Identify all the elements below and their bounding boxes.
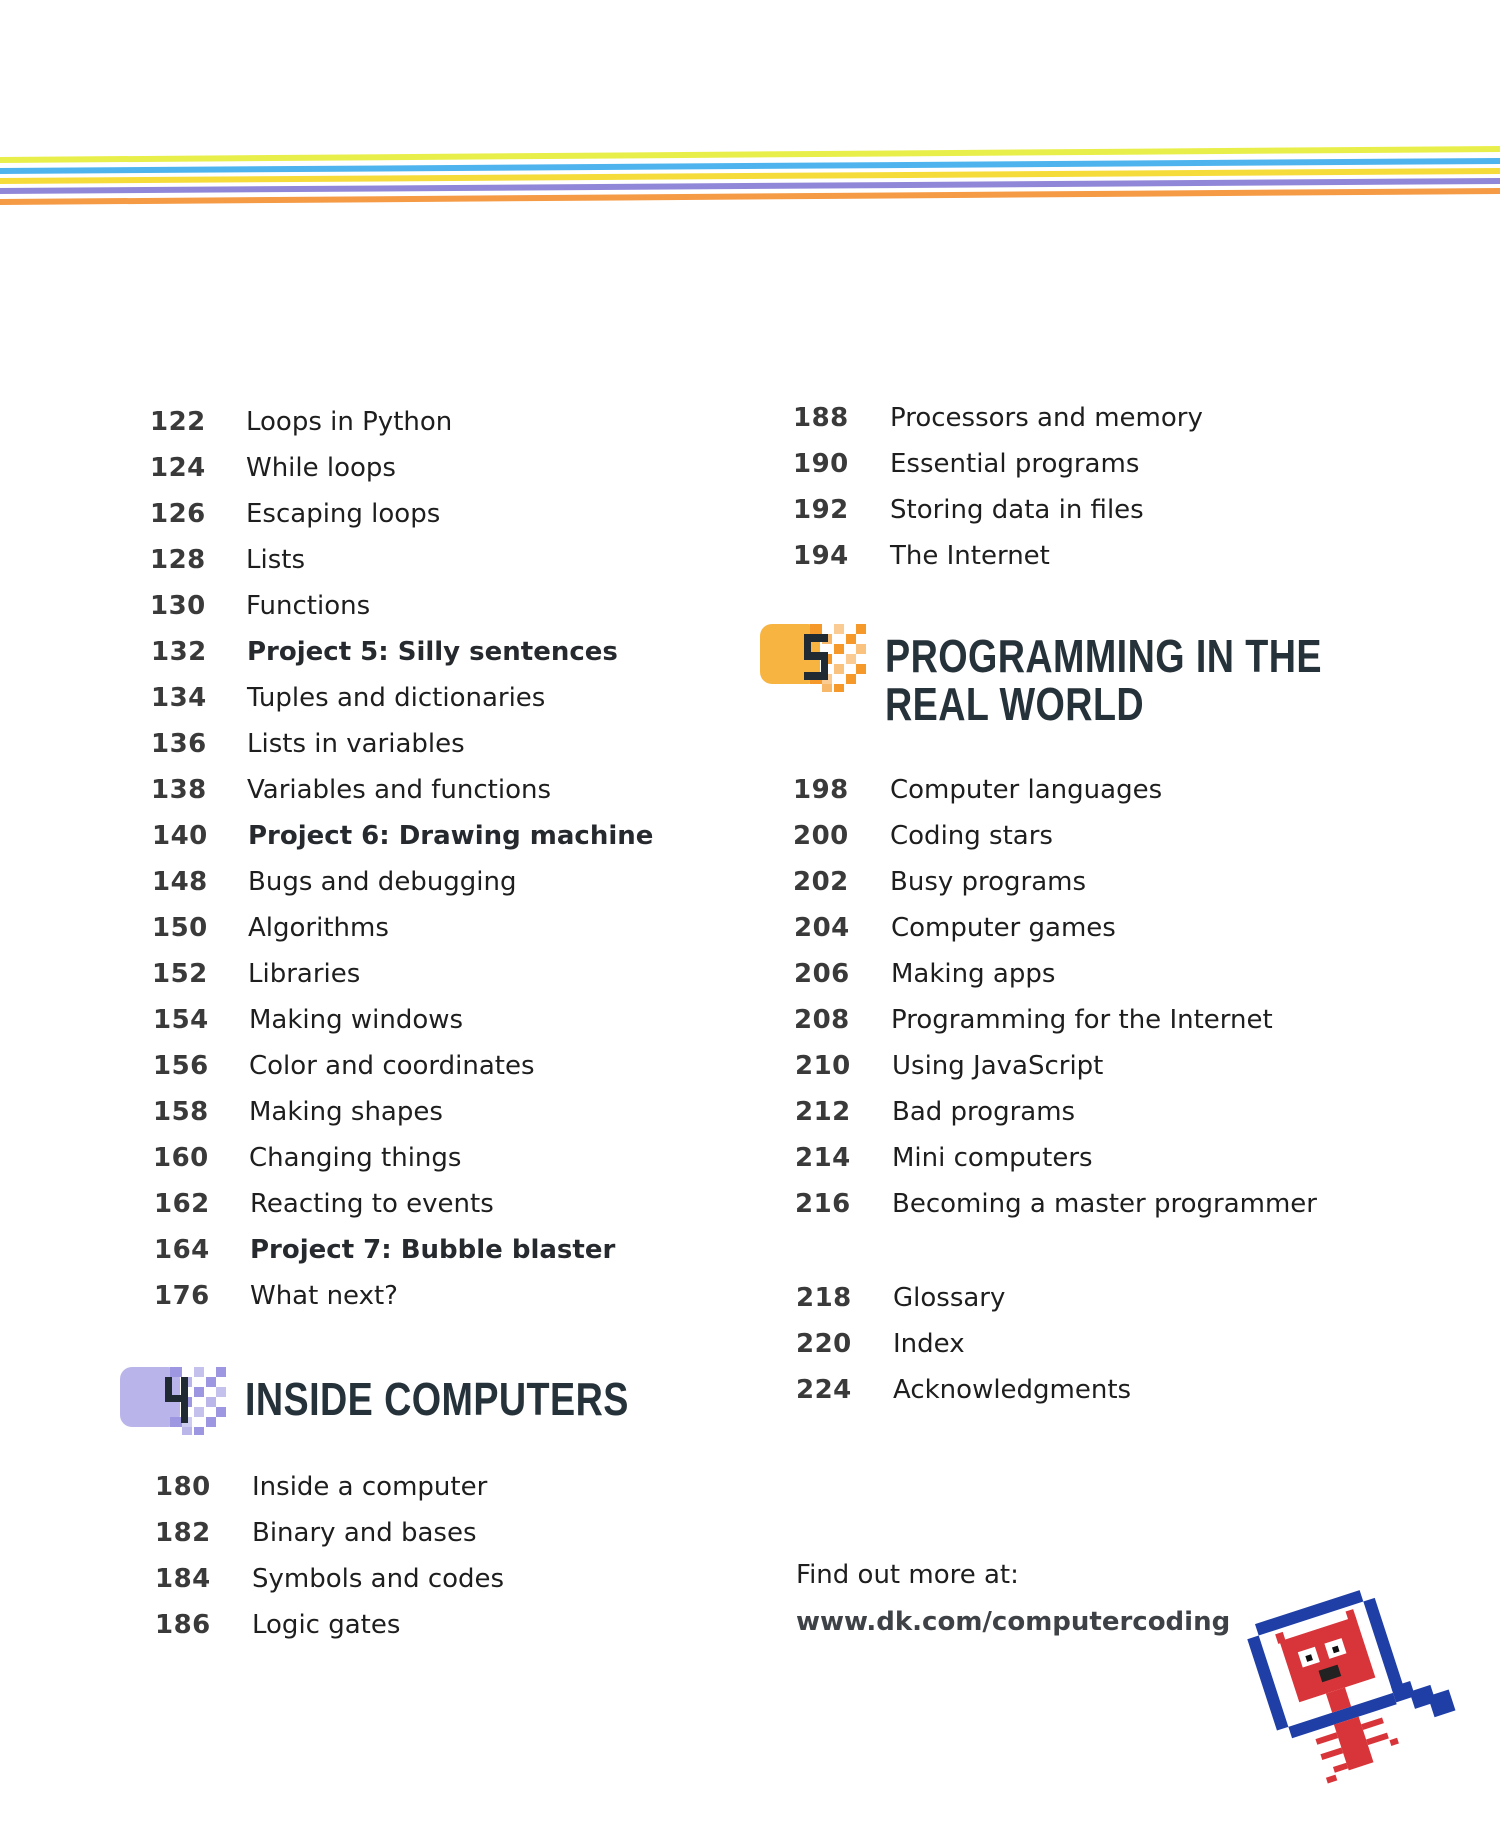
page-number: 136: [151, 729, 207, 759]
page-number: 218: [796, 1283, 852, 1313]
section-title-line-1: PROGRAMMING IN THE: [885, 630, 1322, 682]
page-number: 160: [153, 1143, 209, 1173]
entry-title: Escaping loops: [246, 499, 441, 529]
page-number: 184: [155, 1564, 211, 1594]
page-number: 164: [154, 1235, 210, 1265]
page-number: 202: [793, 867, 849, 897]
page-number: 140: [152, 821, 208, 851]
entry-title: Processors and memory: [890, 403, 1203, 433]
entry-title: Making apps: [891, 959, 1056, 989]
entry-title: While loops: [246, 453, 396, 483]
page-number: 152: [152, 959, 208, 989]
page-number: 220: [796, 1329, 852, 1359]
page-number: 180: [155, 1472, 211, 1502]
entry-title: Making windows: [249, 1005, 464, 1035]
page-number: 192: [793, 495, 849, 525]
entry-title: Lists in variables: [247, 729, 465, 759]
page-number: 210: [795, 1051, 851, 1081]
page-number: 132: [151, 637, 207, 667]
page-number: 122: [150, 407, 206, 437]
entry-title: Project 7: Bubble blaster: [250, 1235, 616, 1265]
section-title-line-2: REAL WORLD: [885, 678, 1145, 730]
page-number: 224: [796, 1375, 852, 1405]
section-title: INSIDE COMPUTERS: [245, 1373, 629, 1425]
page-number: 212: [795, 1097, 851, 1127]
entry-title: Changing things: [249, 1143, 462, 1173]
page-number: 216: [795, 1189, 851, 1219]
entry-title: The Internet: [890, 541, 1050, 571]
page-number: 154: [153, 1005, 209, 1035]
entry-title: Computer games: [891, 913, 1116, 943]
entry-title: Libraries: [248, 959, 361, 989]
entry-title: Computer languages: [890, 775, 1163, 805]
page-number: 150: [152, 913, 208, 943]
page-number: 158: [153, 1097, 209, 1127]
entry-title: Programming for the Internet: [891, 1005, 1273, 1035]
entry-title: Reacting to events: [250, 1189, 494, 1219]
entry-title: Glossary: [893, 1283, 1006, 1313]
entry-title: Mini computers: [892, 1143, 1093, 1173]
entry-title: Project 6: Drawing machine: [248, 821, 654, 851]
page-number: 156: [153, 1051, 209, 1081]
page-number: 190: [793, 449, 849, 479]
decorative-stripes: [0, 0, 1500, 240]
page-number: 130: [150, 591, 206, 621]
page-number: 138: [151, 775, 207, 805]
entry-title: Color and coordinates: [249, 1051, 535, 1081]
entry-title: Using JavaScript: [892, 1051, 1104, 1081]
entry-title: Logic gates: [252, 1610, 401, 1640]
entry-title: Symbols and codes: [252, 1564, 505, 1594]
entry-title: Storing data in files: [890, 495, 1144, 525]
entry-title: Essential programs: [890, 449, 1140, 479]
entry-title: Project 5: Silly sentences: [247, 637, 618, 667]
page-number: 124: [150, 453, 206, 483]
page-number: 198: [793, 775, 849, 805]
entry-title: Lists: [246, 545, 305, 575]
page-number: 162: [154, 1189, 210, 1219]
entry-title: Bugs and debugging: [248, 867, 517, 897]
page-number: 134: [151, 683, 207, 713]
entry-title: Busy programs: [890, 867, 1087, 897]
entry-title: Inside a computer: [252, 1472, 488, 1502]
entry-title: Coding stars: [890, 821, 1053, 851]
chapter-4-badge-icon: [120, 1365, 235, 1435]
page-number: 206: [794, 959, 850, 989]
section-4-header[interactable]: [120, 1365, 713, 1435]
website-link[interactable]: www.dk.com/computercoding: [796, 1607, 1231, 1637]
page-number: 182: [155, 1518, 211, 1548]
page-number: 186: [155, 1610, 211, 1640]
page-number: 176: [154, 1281, 210, 1311]
page-number: 128: [150, 545, 206, 575]
chapter-5-badge-icon: [760, 622, 875, 692]
pixel-robot-mascot-icon: [1240, 1580, 1480, 1790]
page-number: 148: [152, 867, 208, 897]
find-out-more-label: Find out more at:: [796, 1560, 1019, 1590]
entry-title: Loops in Python: [246, 407, 453, 437]
entry-title: Algorithms: [248, 913, 389, 943]
page-number: 194: [793, 541, 849, 571]
entry-title: Becoming a master programmer: [892, 1189, 1317, 1219]
page-number: 204: [794, 913, 850, 943]
section-5-header[interactable]: [760, 622, 1418, 728]
section-title: [885, 632, 1418, 728]
entry-title: Making shapes: [249, 1097, 443, 1127]
page-number: 188: [793, 403, 849, 433]
page-number: 200: [793, 821, 849, 851]
entry-title: Acknowledgments: [893, 1375, 1132, 1405]
page-number: 208: [794, 1005, 850, 1035]
page-number: 126: [150, 499, 206, 529]
entry-title: Functions: [246, 591, 371, 621]
entry-title: Variables and functions: [247, 775, 552, 805]
entry-title: Index: [893, 1329, 965, 1359]
entry-title: Binary and bases: [252, 1518, 477, 1548]
page-number: 214: [795, 1143, 851, 1173]
entry-title: What next?: [250, 1281, 398, 1311]
entry-title: Tuples and dictionaries: [247, 683, 546, 713]
entry-title: Bad programs: [892, 1097, 1076, 1127]
